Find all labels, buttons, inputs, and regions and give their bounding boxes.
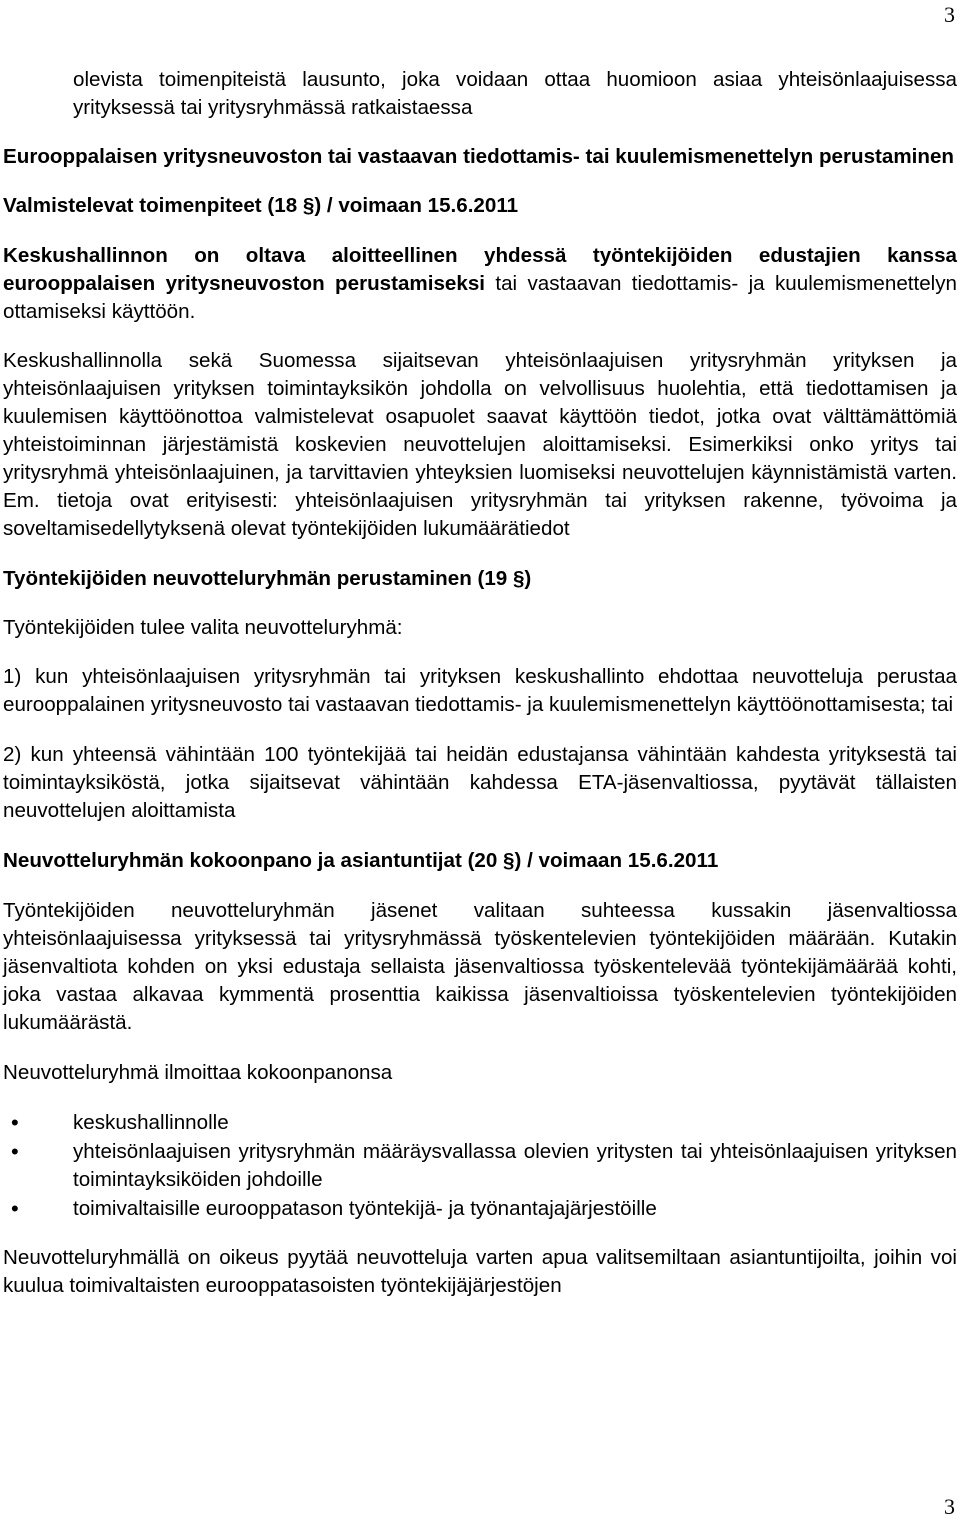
paragraph-central-management-rest: tai vastaavan tiedottamis- ja kuulemismenettelyn ottamiseksi käyttöön. (3, 272, 958, 323)
list-item: • toimivaltaisille eurooppatason työntekijä- ja työnantajajärjestöille (3, 1195, 957, 1224)
paragraph-continuation: olevista toimenpiteistä lausunto, joka voidaan ottaa huomioon asiaa yhteisönlaajuisessa yrityksessä tai yritysryhmässä ratkaistaessa (73, 68, 957, 119)
paragraph-notify-composition: Neuvotteluryhmä ilmoittaa kokoonpanonsa (3, 1061, 393, 1084)
section-heading-composition: Neuvotteluryhmän kokoonpano ja asiantuntijat (20 §) / voimaan 15.6.2011 (3, 849, 719, 872)
notify-recipients-list (3, 1109, 957, 1223)
paragraph-central-management-bold: Keskushallinnon on oltava aloitteellinen yhdessä työntekijöiden edustajien kanssa eurooppalaisen yritysneuvoston perustamiseksi (3, 244, 957, 295)
page-number-bottom: 3 (944, 1494, 955, 1519)
paragraph-members-selection: Työntekijöiden neuvotteluryhmän jäsenet valitaan suhteessa kussakin jäsenvaltiossa yhteisönlaajuisessa yrityksessä tai yritysryhmässä työskentelevien työntekijöiden määrään. Kutakin jäsenvaltiota kohden on yksi edustaja sellaista jäsenvaltiossa työskentelevää työntekijämäärää kohti, joka vastaa alkavaa kymmentä prosenttia kaikissa jäsenvaltioissa työskentelevien työntekijöiden lukumäärästä. (3, 899, 957, 1034)
paragraph-information-obligation: Keskushallinnolla sekä Suomessa sijaitsevan yhteisönlaajuisen yritysryhmän yrityksen ja yhteisönlaajuisen yrityksen toimintayksikön johdolla on velvollisuus huolehtia, että tiedottamisen ja kuulemisen käyttöönottoa valmistelevat osapuolet saavat käyttöön tiedot, jotka ovat välttämättömiä yhteistoiminnan järjestämistä koskevien neuvottelujen aloittamiseksi. Esimerkiksi onko yritys tai yritysryhmä yhteisönlaajuinen, ja tarvittavien yhteyksien luomiseksi neuvottelujen käynnistämistä varten. Em. tietoja ovat erityisesti: yhteisönlaajuisen yritysryhmän tai yrityksen rakenne, työvoima ja soveltamisedellytyksenä olevat työntekijöiden lukumäärätiedot (3, 349, 957, 540)
paragraph-must-elect: Työntekijöiden tulee valita neuvotteluryhmä: (3, 616, 403, 639)
paragraph-central-management (3, 242, 957, 326)
document-body (3, 66, 957, 1300)
paragraph-condition-2: 2) kun yhteensä vähintään 100 työntekijää tai heidän edustajansa vähintään kahdesta yrityksestä tai toimintayksiköstä, jotka sijaitsevat vähintään kahdessa ETA-jäsenvaltiossa, pyytävät tällaisten neuvottelujen aloittamista (3, 743, 957, 822)
paragraph-condition-1: 1) kun yhteisönlaajuisen yritysryhmän tai yrityksen keskushallinto ehdottaa neuvotteluja perustaa eurooppalainen yritysneuvosto tai vastaavan tiedottamis- ja kuulemismenettelyn käyttöönottamisesta; tai (3, 665, 957, 716)
subsection-heading-preparatory-measures: Valmistelevat toimenpiteet (18 §) / voimaan 15.6.2011 (3, 194, 519, 217)
section-heading-eyn-establishment: Eurooppalaisen yritysneuvoston tai vastaavan tiedottamis- tai kuulemismenettelyn perustaminen (3, 145, 955, 168)
paragraph-expert-assistance: Neuvotteluryhmällä on oikeus pyytää neuvotteluja varten apua valitsemiltaan asiantuntijoilta, joihin voi kuulua toimivaltaisten eurooppatasoisten työntekijäjärjestöjen (3, 1246, 957, 1297)
list-item: • keskushallinnolle (3, 1109, 957, 1138)
page-number-top: 3 (944, 2, 955, 27)
section-heading-negotiating-body: Työntekijöiden neuvotteluryhmän perustaminen (19 §) (3, 567, 532, 590)
list-item: • yhteisönlaajuisen yritysryhmän määräysvallassa olevien yritysten tai yhteisönlaajuisen yrityksen toimintayksiköiden johdoille (3, 1138, 957, 1195)
